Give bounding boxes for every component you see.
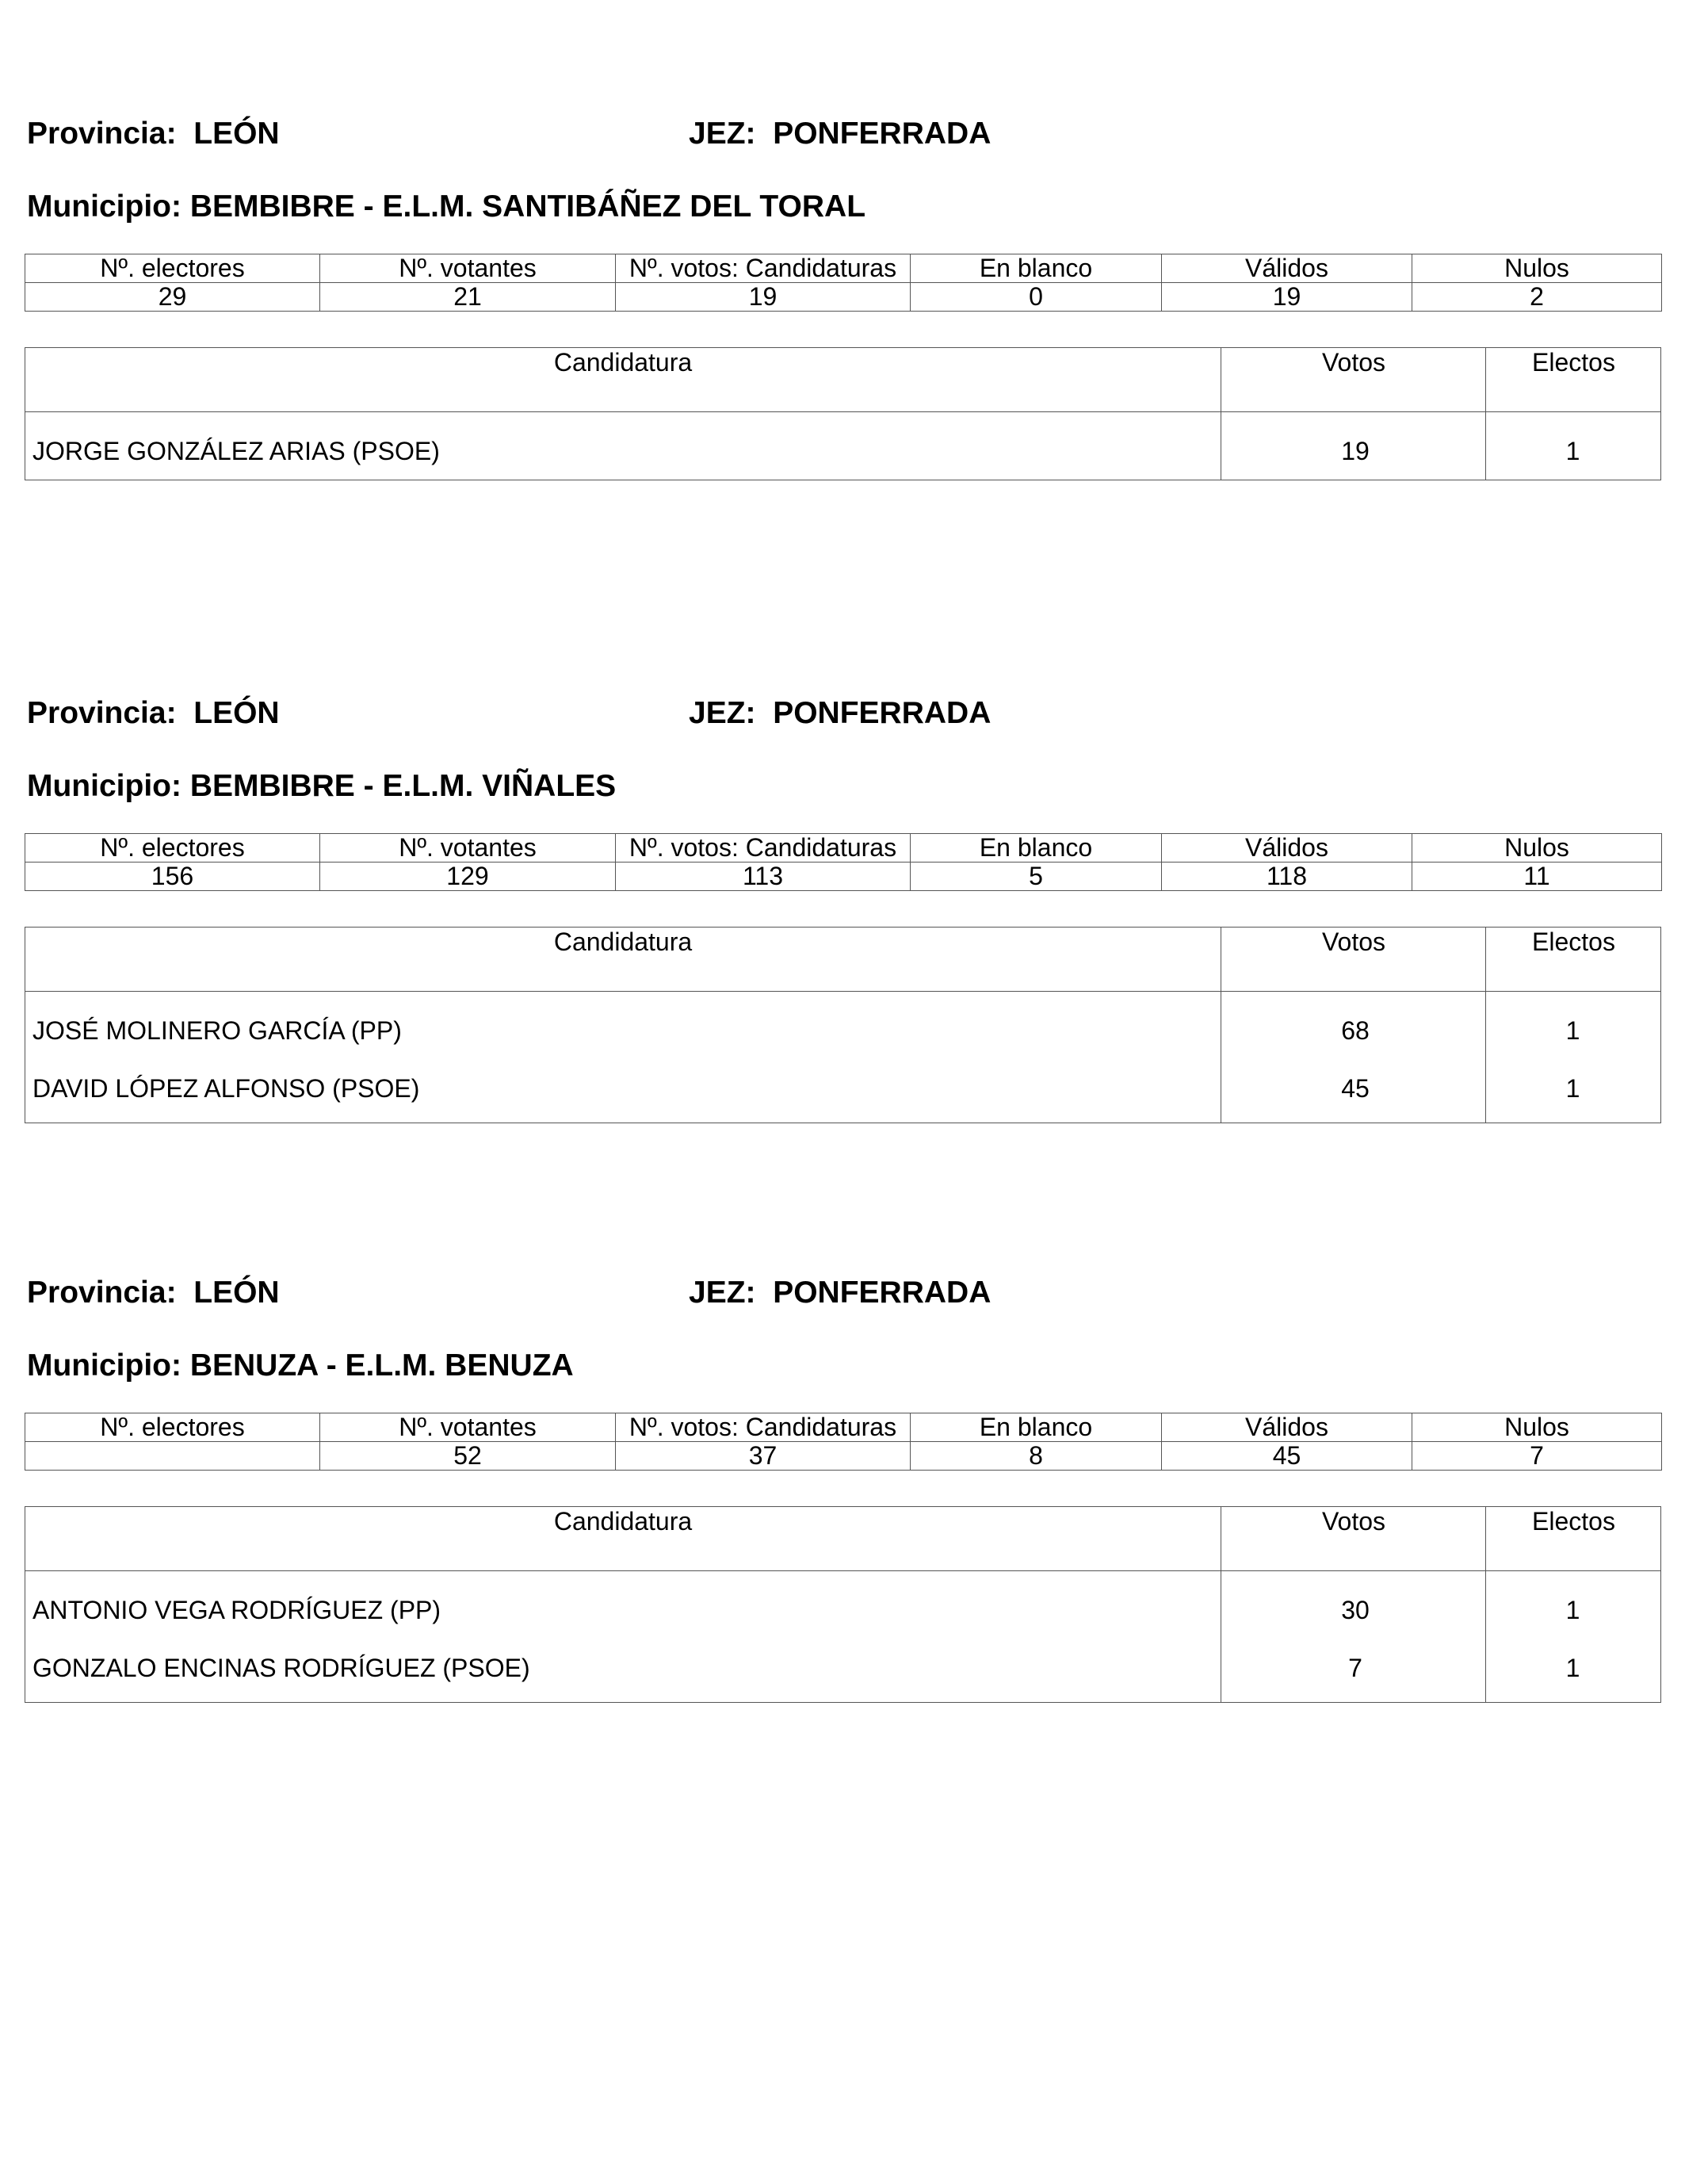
candidate-name: JORGE GONZÁLEZ ARIAS (PSOE) xyxy=(32,437,440,465)
jez: JEZ: PONFERRADA xyxy=(689,696,992,730)
section-header xyxy=(25,694,1661,732)
candidate-electos: 1 xyxy=(1565,437,1580,465)
stats-value-row xyxy=(25,1442,1662,1471)
stats-header-cell: Nulos xyxy=(1412,1413,1662,1442)
candidate-row xyxy=(25,992,1660,1059)
candidatura-header: Candidatura xyxy=(553,928,693,956)
stats-value-cell: 5 xyxy=(911,863,1162,891)
stats-header-cell: En blanco xyxy=(911,834,1162,863)
stats-header-cell: Nulos xyxy=(1412,254,1662,283)
stats-value-cell: 129 xyxy=(320,863,616,891)
candidates-body xyxy=(25,1571,1660,1702)
stats-header-cell: En blanco xyxy=(911,254,1162,283)
candidate-row xyxy=(25,1639,1660,1702)
stats-header-cell: Válidos xyxy=(1162,834,1412,863)
stats-header-cell: Válidos xyxy=(1162,1413,1412,1442)
votos-header: Votos xyxy=(1221,928,1486,991)
candidate-votos: 45 xyxy=(1341,1074,1370,1103)
stats-value-cell: 7 xyxy=(1412,1442,1662,1471)
electos-header: Electos xyxy=(1485,1507,1661,1570)
stats-header-cell: Nulos xyxy=(1412,834,1662,863)
stats-value-cell: 11 xyxy=(1412,863,1662,891)
stats-header-cell: Nº. votos: Candidaturas xyxy=(616,254,911,283)
candidate-votos: 30 xyxy=(1341,1596,1370,1624)
provincia: Provincia: LEÓN xyxy=(27,1276,280,1310)
stats-value-cell: 19 xyxy=(1162,283,1412,312)
stats-value-cell: 29 xyxy=(25,283,320,312)
municipio: Municipio: BEMBIBRE - E.L.M. SANTIBÁÑEZ DEL TORAL xyxy=(27,189,866,224)
stats-header-cell: Nº. votantes xyxy=(320,834,616,863)
candidates-table xyxy=(25,927,1661,1123)
stats-header-row xyxy=(25,1413,1662,1442)
municipio: Municipio: BEMBIBRE - E.L.M. VIÑALES xyxy=(27,769,617,803)
candidate-row xyxy=(25,412,1660,480)
candidatura-header: Candidatura xyxy=(553,1507,693,1536)
candidate-name: JOSÉ MOLINERO GARCÍA (PP) xyxy=(32,1016,402,1045)
municipio: Municipio: BENUZA - E.L.M. BENUZA xyxy=(27,1348,574,1383)
candidates-body xyxy=(25,992,1660,1123)
candidate-name: DAVID LÓPEZ ALFONSO (PSOE) xyxy=(32,1074,420,1103)
jez: JEZ: PONFERRADA xyxy=(689,1276,992,1310)
stats-header-cell: Nº. electores xyxy=(25,1413,320,1442)
candidate-row xyxy=(25,1571,1660,1639)
stats-header-cell: Nº. votos: Candidaturas xyxy=(616,1413,911,1442)
candidate-electos: 1 xyxy=(1565,1074,1580,1103)
candidates-header-row xyxy=(25,928,1660,992)
candidate-votos: 7 xyxy=(1348,1654,1362,1682)
candidate-name: GONZALO ENCINAS RODRÍGUEZ (PSOE) xyxy=(32,1654,530,1682)
stats-value-cell: 118 xyxy=(1162,863,1412,891)
stats-header-row xyxy=(25,254,1662,283)
votos-header: Votos xyxy=(1221,348,1486,411)
electos-header: Electos xyxy=(1485,348,1661,411)
provincia: Provincia: LEÓN xyxy=(27,117,280,151)
electos-header: Electos xyxy=(1485,928,1661,991)
stats-header-cell: Válidos xyxy=(1162,254,1412,283)
stats-table xyxy=(25,1413,1662,1471)
votos-header: Votos xyxy=(1221,1507,1486,1570)
stats-value-cell: 113 xyxy=(616,863,911,891)
stats-header-cell: Nº. electores xyxy=(25,834,320,863)
stats-value-cell: 0 xyxy=(911,283,1162,312)
stats-value-cell: 37 xyxy=(616,1442,911,1471)
candidate-electos: 1 xyxy=(1565,1016,1580,1045)
stats-header-cell: Nº. votantes xyxy=(320,1413,616,1442)
section-header xyxy=(25,115,1661,153)
candidate-votos: 19 xyxy=(1341,437,1370,465)
stats-value-cell: 156 xyxy=(25,863,320,891)
section-header xyxy=(25,1274,1661,1312)
stats-header-cell: Nº. votantes xyxy=(320,254,616,283)
stats-value-row xyxy=(25,283,1662,312)
candidate-votos: 68 xyxy=(1341,1016,1370,1045)
candidates-table xyxy=(25,1506,1661,1703)
stats-value-cell: 2 xyxy=(1412,283,1662,312)
candidates-header-row xyxy=(25,1507,1660,1571)
candidates-table xyxy=(25,347,1661,480)
stats-value-cell: 8 xyxy=(911,1442,1162,1471)
provincia: Provincia: LEÓN xyxy=(27,696,280,730)
jez: JEZ: PONFERRADA xyxy=(689,117,992,151)
stats-value-cell: 52 xyxy=(320,1442,616,1471)
candidatura-header: Candidatura xyxy=(553,348,693,377)
candidate-electos: 1 xyxy=(1565,1596,1580,1624)
stats-header-cell: Nº. votos: Candidaturas xyxy=(616,834,911,863)
candidate-row xyxy=(25,1059,1660,1123)
candidates-body xyxy=(25,412,1660,480)
stats-table xyxy=(25,833,1662,891)
candidates-header-row xyxy=(25,348,1660,412)
stats-value-row xyxy=(25,863,1662,891)
candidate-electos: 1 xyxy=(1565,1654,1580,1682)
stats-table xyxy=(25,254,1662,312)
stats-value-cell: 45 xyxy=(1162,1442,1412,1471)
candidate-name: ANTONIO VEGA RODRÍGUEZ (PP) xyxy=(32,1596,441,1624)
stats-value-cell: 19 xyxy=(616,283,911,312)
stats-header-cell: En blanco xyxy=(911,1413,1162,1442)
stats-value-cell xyxy=(25,1442,320,1471)
stats-header-cell: Nº. electores xyxy=(25,254,320,283)
stats-header-row xyxy=(25,834,1662,863)
stats-value-cell: 21 xyxy=(320,283,616,312)
